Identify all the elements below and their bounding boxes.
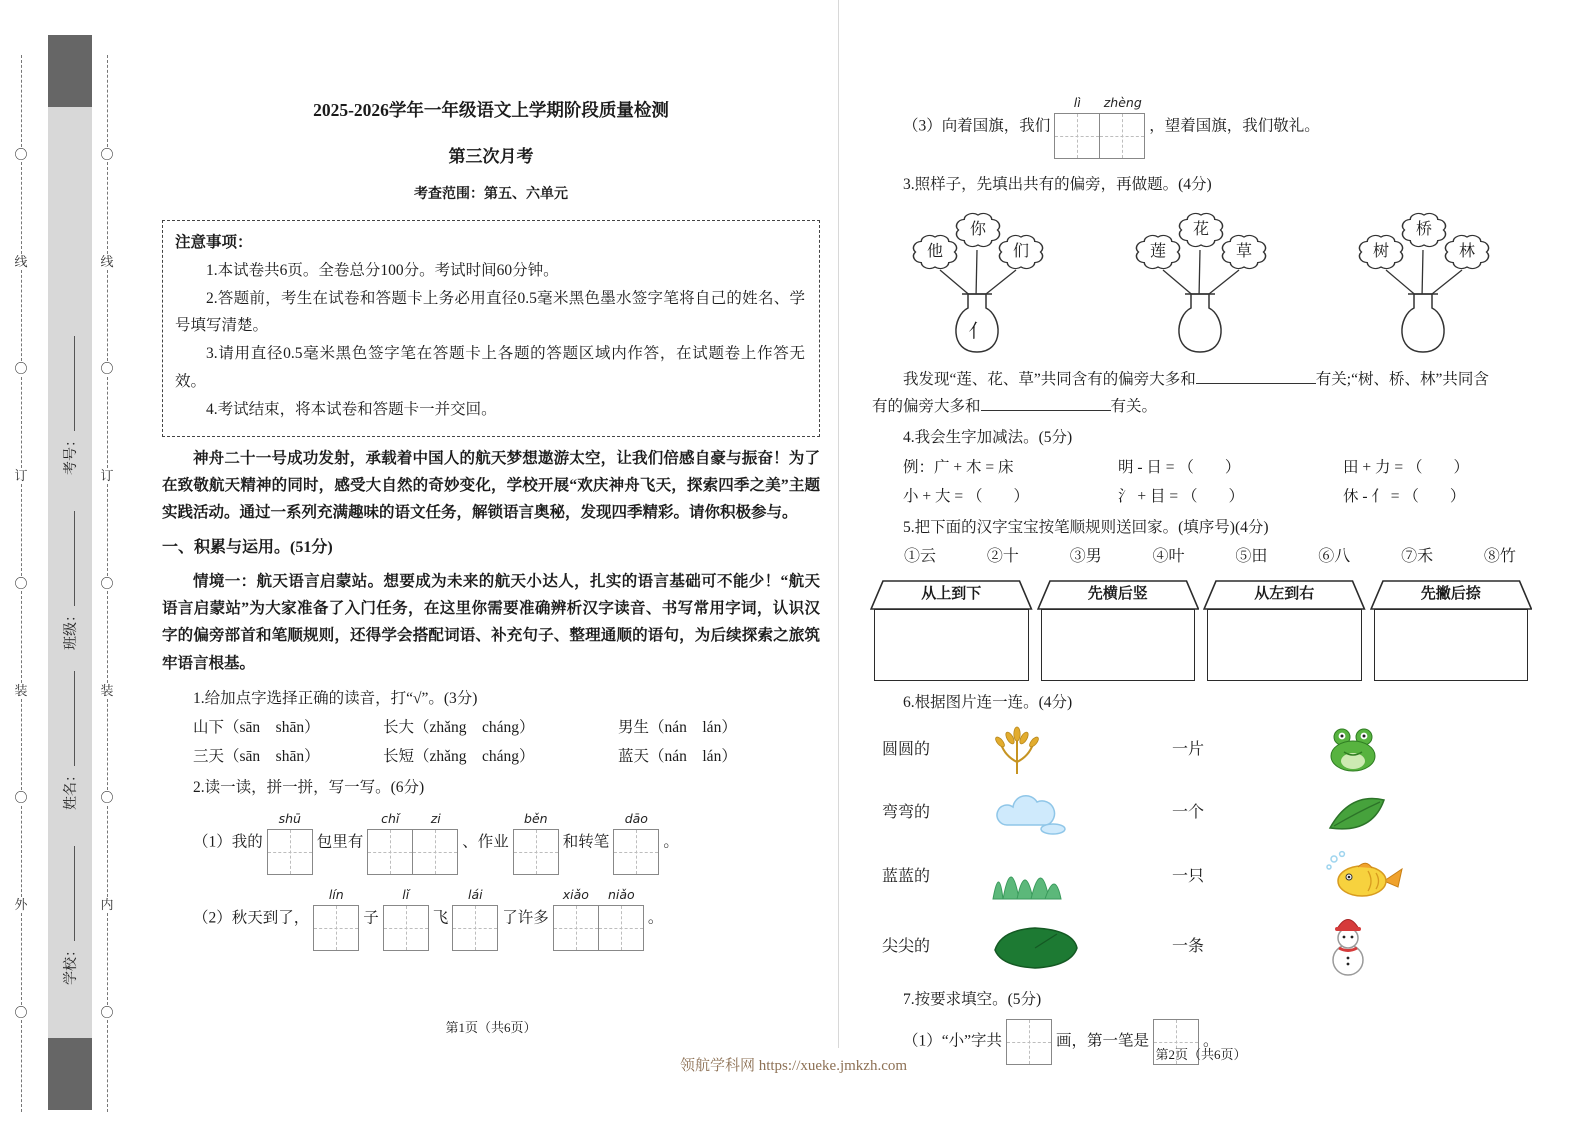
q7-stem: 7.按要求填空。(5分) [903, 991, 1042, 1008]
q2-line-2 [193, 887, 820, 951]
writing-grid-group [613, 811, 659, 875]
binding-char: 线 [100, 253, 114, 269]
pinyin-label: niǎo [607, 887, 635, 903]
q5-answer-homes [872, 579, 1530, 681]
school-field [60, 846, 80, 985]
tian-grid-box [267, 829, 313, 875]
exam-subtitle: 第三次月考 [448, 146, 534, 166]
pinyin-label: zi [430, 811, 441, 827]
page-2-footer: 第2页（共6页） [1155, 1047, 1247, 1063]
notice-item: 3.请用直径0.5毫米黑色签字笔在答题卡上各题的答题区域内作答，在试题卷上作答无效。 [175, 345, 805, 390]
writing-grid-group [267, 811, 313, 875]
writing-grid [513, 811, 559, 875]
binding-circle: 〇 [14, 1004, 28, 1020]
flower-char: 莲 [1149, 243, 1166, 261]
q4-item: 明 - 日 = （ ） [1118, 458, 1241, 476]
writing-grid-group [553, 887, 644, 951]
school-label: 学校： [64, 943, 79, 985]
q5-characters [904, 543, 1516, 571]
pinyin-label: lì [1073, 95, 1081, 110]
q3-text: 有关。 [1110, 398, 1158, 416]
radical-vase-3 [1348, 204, 1500, 362]
q5-stem: 5.把下面的汉字宝宝按笔顺规则送回家。(填序号)(4分) [903, 518, 1269, 536]
class-blank [62, 511, 75, 606]
page-title: 2025-2026学年一年级语文上学期阶段质量检测 [313, 100, 669, 120]
intro-paragraph: 神舟二十一号成功发射，承载着中国人的航天梦想遨游太空，让我们倍感自豪与振奋！为了在致敬航天精神的同时，感受大自然的奇妙变化，学校开展“欢庆神舟飞天，探索四季之美”主题实践活动。通过一系列充满趣味的语文任务，解锁语言奥秘，发现四季精彩。请你积极参与。 [162, 449, 820, 521]
flower-char: 你 [969, 221, 986, 239]
writing-grid [313, 887, 359, 951]
writing-grid [267, 811, 313, 875]
q4-item: 例：广 + 木 = 床 [903, 458, 1014, 476]
q6-counter: 一条 [1172, 938, 1205, 955]
notice-box [162, 220, 820, 437]
q2-stem: 2.读一读，拼一拼，写一写。(6分) [193, 779, 425, 796]
home-banner [1203, 579, 1366, 611]
q5-char: ②十 [986, 547, 1019, 565]
q4-stem: 4.我会生字加减法。(5分) [903, 429, 1073, 447]
answer-box [874, 609, 1029, 681]
student-id-field [60, 336, 80, 475]
flower-char: 他 [926, 243, 943, 261]
q1-item: 山下（sān shān） [193, 718, 320, 736]
q4-item: 小 + 大 = （ ） [903, 487, 1029, 505]
q6-word: 尖尖的 [882, 938, 931, 955]
exam-scope: 考查范围：第五、六单元 [414, 187, 568, 203]
tian-grid-box [1054, 113, 1100, 159]
radical-vase-2 [1125, 204, 1277, 362]
q5-char: ⑥八 [1318, 547, 1351, 565]
binding-circle: 〇 [100, 575, 114, 591]
binding-char: 装 [100, 682, 114, 698]
binding-line-outer [12, 55, 30, 1112]
flower-char: 桥 [1415, 221, 1432, 239]
tian-grid-box [613, 829, 659, 875]
tian-grid-box [598, 905, 644, 951]
writing-grid [1054, 95, 1100, 159]
writing-grid [1100, 95, 1145, 159]
writing-grid [413, 811, 458, 875]
q5-char: ④叶 [1152, 547, 1185, 565]
banner-label: 从上到下 [921, 585, 982, 602]
page-divider [838, 0, 839, 1048]
section-1-heading: 一、积累与运用。(51分) [162, 539, 333, 557]
home-banner [1037, 579, 1200, 611]
q2-text: 。 [663, 833, 679, 851]
banner-label: 先撇后捺 [1420, 585, 1481, 602]
lotus-leaf-image [987, 922, 1172, 972]
binding-circle: 〇 [100, 146, 114, 162]
q3-fill-line-2 [872, 393, 1530, 420]
class-label: 班级： [64, 608, 79, 650]
q2-text: （3）向着国旗，我们 [903, 117, 1051, 135]
flower-char: 林 [1458, 243, 1475, 261]
writing-grid [613, 811, 659, 875]
binding-circle: 〇 [14, 146, 28, 162]
radical-vase-1 [902, 204, 1054, 362]
cloud-image [987, 789, 1172, 837]
q6-word: 蓝蓝的 [882, 867, 931, 885]
binding-char: 线 [14, 253, 28, 269]
class-field [60, 511, 80, 650]
page-1 [162, 95, 820, 1040]
q6-word: 圆圆的 [882, 740, 931, 758]
name-label: 姓名： [64, 768, 79, 810]
page-1-footer: 第1页（共6页） [445, 1020, 537, 1036]
answer-box [1207, 609, 1362, 681]
binding-char: 订 [14, 468, 28, 484]
writing-grid-group [513, 811, 559, 875]
writing-grid [452, 887, 498, 951]
q1-item: 蓝天（nán lán） [618, 747, 737, 765]
pinyin-label: shū [278, 811, 301, 827]
q6-word: 弯弯的 [882, 804, 931, 821]
binding-line-inner [98, 55, 116, 1112]
q6-matching [882, 722, 1530, 978]
q4-row [903, 483, 1530, 510]
tian-grid-box [553, 905, 599, 951]
binding-circle: 〇 [14, 790, 28, 806]
q2-text: 包里有 [316, 833, 364, 851]
pinyin-label: chǐ [381, 811, 400, 827]
student-id-label: 考号： [64, 433, 79, 475]
pinyin-label: běn [524, 811, 548, 827]
q5-char: ①云 [904, 547, 937, 565]
flower-char: 草 [1235, 243, 1252, 261]
tian-grid-box [1099, 113, 1145, 159]
q6-counter: 一只 [1172, 867, 1205, 885]
q7-text: 。 [1203, 1032, 1219, 1050]
writing-grid-group [383, 887, 429, 951]
pinyin-label: xiǎo [562, 887, 589, 903]
snowman-image [1322, 916, 1530, 978]
q2-text: 、作业 [462, 833, 509, 851]
q1-item: 男生（nán lán） [618, 718, 737, 736]
writing-grid-group [367, 811, 458, 875]
q3-blank-1 [1196, 369, 1316, 385]
q3-stem: 3.照样子，先填出共有的偏旁，再做题。(4分) [903, 176, 1212, 193]
writing-grid [553, 887, 599, 951]
pinyin-label: lín [328, 887, 344, 903]
banner-label: 先横后竖 [1087, 585, 1148, 602]
binding-dark-block-top [48, 35, 92, 107]
site-footer: 领航学科网 https://xueke.jmkzh.com [679, 1058, 908, 1074]
tian-grid-box [412, 829, 458, 875]
q7-text: （1）“小”字共 [903, 1032, 1003, 1050]
q3-blank-2 [981, 396, 1111, 412]
writing-grid-group [452, 887, 498, 951]
q5-char: ③男 [1069, 547, 1102, 565]
q2-line-1 [193, 811, 820, 875]
pinyin-label: lǐ [402, 887, 410, 903]
q4-row [903, 454, 1530, 481]
q5-char: ⑧竹 [1483, 547, 1516, 565]
pinyin-label: dāo [624, 811, 648, 827]
pinyin-label: zhèng [1103, 95, 1142, 110]
q2-text: ，望着国旗，我们敬礼。 [1149, 117, 1320, 135]
page-2 [872, 95, 1530, 1067]
stroke-order-home-1 [874, 579, 1029, 681]
q7-text: 画，第一笔是 [1056, 1032, 1150, 1050]
binding-circle: 〇 [100, 790, 114, 806]
binding-char: 内 [100, 897, 114, 913]
name-blank [62, 671, 75, 766]
binding-char: 装 [14, 682, 28, 698]
q2-text: （2）秋天到了， [193, 909, 310, 927]
q2-text: 子 [363, 909, 379, 927]
leaf-image [1322, 790, 1530, 836]
q5-char: ⑤田 [1235, 547, 1268, 565]
tian-grid-box [313, 905, 359, 951]
q6-counter: 一片 [1172, 740, 1205, 758]
writing-grid [367, 811, 413, 875]
scenario-paragraph: 情境一：航天语言启蒙站。想要成为未来的航天小达人，扎实的语言基础可不能少！“航天语言启蒙站”为大家准备了入门任务，在这里你需要准确辨析汉字读音、书写常用字词，认识汉字的偏旁部首和笔顺规则，还得学会搭配词语、补充句子、整理通顺的语句，为后续探索之旅筑牢语言根基。 [162, 573, 820, 672]
answer-box [1041, 609, 1196, 681]
tian-grid-box [452, 905, 498, 951]
q3-text: 有的偏旁大多和 [872, 398, 981, 416]
notice-item: 4.考试结束，将本试卷和答题卡一并交回。 [206, 400, 497, 418]
q6-counter: 一个 [1172, 804, 1205, 821]
q2-text: 飞 [432, 909, 449, 927]
notice-item: 1.本试卷共6页。全卷总分100分。考试时间60分钟。 [206, 262, 559, 279]
stroke-order-home-4 [1374, 579, 1529, 681]
stroke-order-home-2 [1041, 579, 1196, 681]
name-field [60, 671, 80, 810]
q2-line-3 [903, 95, 1530, 159]
q4-item: 田 + 力 = （ ） [1343, 458, 1469, 476]
q1-row [193, 743, 820, 770]
binding-circle: 〇 [14, 575, 28, 591]
q2-text: （1）我的 [193, 833, 263, 851]
tian-grid-box [367, 829, 413, 875]
school-blank [62, 846, 75, 941]
q4-item: 休 - 亻 = （ ） [1343, 487, 1466, 505]
binding-char: 外 [14, 897, 28, 913]
q3-fill-line-1 [872, 366, 1530, 393]
q1-item: 长大（zhǎng cháng） [383, 718, 535, 736]
student-id-blank [62, 336, 75, 431]
writing-grid [383, 887, 429, 951]
binding-char: 订 [100, 468, 114, 484]
q1-item: 三天（sān shān） [193, 747, 320, 765]
home-banner [870, 579, 1033, 611]
notice-item: 2.答题前，考生在试卷和答题卡上务必用直径0.5毫米黑色墨水签字笔将自己的姓名、学号填写清楚。 [175, 290, 805, 335]
writing-grid-group [1054, 95, 1145, 159]
q4-item: 氵 + 目 = （ ） [1118, 487, 1244, 505]
q6-stem: 6.根据图片连一连。(4分) [903, 693, 1073, 711]
stroke-order-home-3 [1207, 579, 1362, 681]
writing-grid [599, 887, 644, 951]
flower-char: 树 [1372, 243, 1389, 261]
q2-text: 和转笔 [562, 833, 610, 851]
binding-circle: 〇 [100, 1004, 114, 1020]
answer-box [1374, 609, 1529, 681]
q1-row [193, 714, 820, 741]
q2-text: 。 [647, 909, 664, 927]
pinyin-label: lái [467, 887, 483, 903]
q2-text: 了许多 [502, 909, 549, 927]
tian-grid-box [383, 905, 429, 951]
grass-image [987, 853, 1172, 901]
wheat-image [987, 722, 1172, 777]
q1-item: 长短（zhǎng cháng） [383, 747, 535, 765]
notice-heading: 注意事项： [175, 233, 253, 251]
binding-circle: 〇 [14, 361, 28, 377]
home-banner [1370, 579, 1533, 611]
q3-text: 有关;“树、桥、林”共同含 [1315, 371, 1489, 389]
frog-image [1322, 724, 1530, 776]
tian-grid-box [513, 829, 559, 875]
binding-circle: 〇 [100, 361, 114, 377]
flower-char: 花 [1192, 221, 1209, 239]
q5-char: ⑦禾 [1401, 547, 1434, 565]
q3-vases [872, 204, 1530, 362]
banner-label: 从左到右 [1254, 585, 1315, 602]
radical-answer: 亻 [968, 321, 988, 343]
q3-text: 我发现“莲、花、草”共同含有的偏旁大多和 [903, 371, 1196, 389]
flower-char: 们 [1012, 243, 1029, 261]
q1-stem: 1.给加点字选择正确的读音，打“√”。(3分) [193, 689, 478, 707]
writing-grid-group [313, 887, 359, 951]
fish-image [1322, 849, 1530, 904]
